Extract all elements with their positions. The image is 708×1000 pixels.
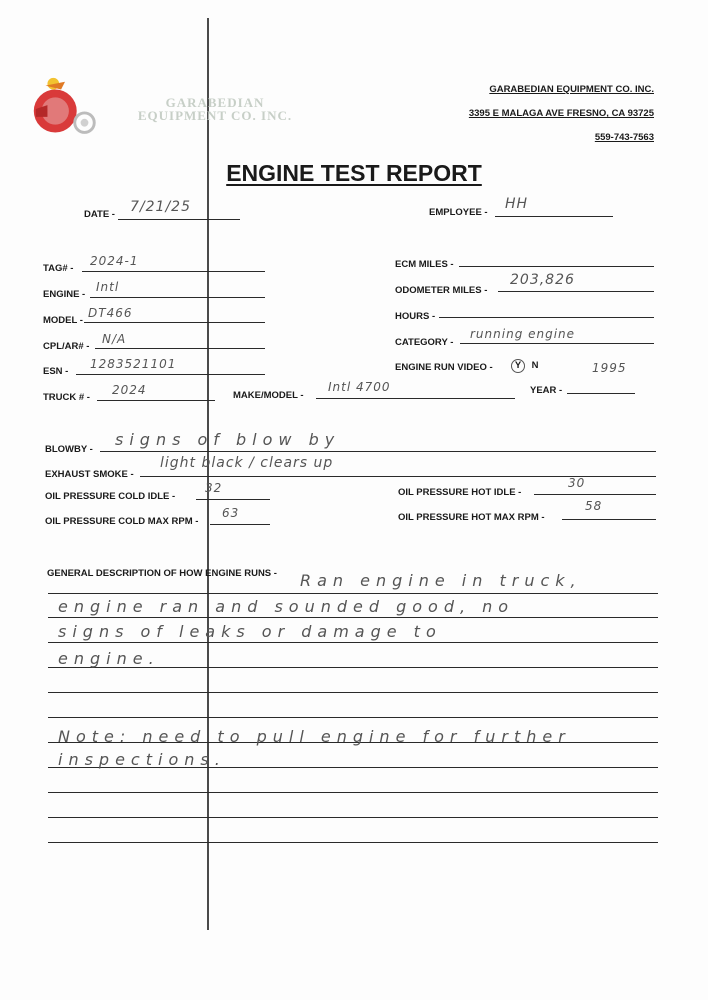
run-video-label: ENGINE RUN VIDEO - — [395, 362, 493, 373]
category-value[interactable]: running engine — [470, 327, 576, 341]
description-line — [48, 617, 658, 618]
esn-label: ESN - — [43, 366, 69, 377]
employee-value[interactable]: HH — [505, 196, 529, 212]
general-description-label: GENERAL DESCRIPTION OF HOW ENGINE RUNS - — [47, 568, 277, 579]
blowby-line — [100, 451, 656, 452]
odometer-line — [498, 291, 654, 292]
report-title-wrap — [0, 160, 708, 187]
description-text[interactable]: engine. — [58, 649, 160, 668]
exhaust-value[interactable]: light black / clears up — [160, 455, 334, 471]
tag-value[interactable]: 2024-1 — [90, 254, 139, 268]
company-address: 3395 E MALAGA AVE FRESNO, CA 93725 — [468, 108, 654, 119]
oil-hot-idle-value[interactable]: 30 — [568, 476, 586, 490]
truck-value[interactable]: 2024 — [112, 383, 147, 397]
odometer-label: ODOMETER MILES - — [395, 285, 488, 296]
description-line — [48, 593, 658, 594]
description-line — [48, 717, 658, 718]
exhaust-label: EXHAUST SMOKE - — [45, 469, 134, 480]
year-label: YEAR - — [530, 385, 563, 396]
cpl-value[interactable]: N/A — [102, 332, 127, 346]
description-line — [48, 792, 658, 793]
company-phone: 559-743-7563 — [594, 132, 654, 143]
category-line — [460, 343, 654, 344]
run-video-options — [511, 359, 539, 373]
description-text[interactable]: Ran engine in truck, — [300, 571, 582, 590]
description-line — [48, 692, 658, 693]
description-text[interactable]: engine ran and sounded good, no — [58, 597, 515, 616]
fold-crease — [207, 18, 209, 930]
employee-line — [495, 216, 613, 217]
engine-value[interactable]: Intl — [96, 280, 120, 294]
esn-value[interactable]: 1283521101 — [90, 357, 177, 371]
oil-cold-idle-label: OIL PRESSURE COLD IDLE - — [45, 491, 176, 502]
oil-cold-max-label: OIL PRESSURE COLD MAX RPM - — [45, 516, 199, 527]
date-line — [118, 219, 240, 220]
employee-label: EMPLOYEE - — [429, 207, 488, 218]
oil-cold-max-value[interactable]: 63 — [222, 506, 240, 520]
year-line — [567, 393, 635, 394]
truck-line — [97, 400, 215, 401]
tag-label: TAG# - — [43, 263, 74, 274]
company-info — [469, 84, 654, 156]
make-model-line — [316, 398, 515, 399]
oil-hot-idle-line — [534, 494, 656, 495]
engine-line — [90, 297, 265, 298]
esn-line — [76, 374, 265, 375]
ecm-miles-line — [459, 266, 654, 267]
engine-label: ENGINE - — [43, 289, 86, 300]
oil-cold-max-line — [210, 524, 270, 525]
description-line — [48, 842, 658, 843]
oil-hot-max-label: OIL PRESSURE HOT MAX RPM - — [398, 512, 545, 523]
model-line — [84, 322, 265, 323]
description-text[interactable]: inspections. — [58, 750, 226, 769]
run-video-no-option[interactable]: N — [531, 360, 539, 371]
cpl-line — [95, 348, 265, 349]
oil-hot-idle-label: OIL PRESSURE HOT IDLE - — [398, 487, 522, 498]
hours-label: HOURS - — [395, 311, 436, 322]
hours-line — [439, 317, 654, 318]
cpl-label: CPL/AR# - — [43, 341, 90, 352]
odometer-value[interactable]: 203,826 — [510, 272, 575, 288]
description-line — [48, 642, 658, 643]
description-text[interactable]: signs of leaks or damage to — [58, 622, 442, 641]
run-video-yes-option[interactable]: Y — [511, 359, 525, 373]
company-logo-icon — [26, 72, 104, 150]
model-label: MODEL - — [43, 315, 83, 326]
company-name: GARABEDIAN EQUIPMENT CO. INC. — [489, 84, 654, 95]
date-label: DATE - — [84, 209, 115, 220]
oil-cold-idle-line — [196, 499, 270, 500]
oil-cold-idle-value[interactable]: 32 — [205, 481, 223, 495]
description-line — [48, 817, 658, 818]
blowby-label: BLOWBY - — [45, 444, 93, 455]
oil-hot-max-value[interactable]: 58 — [585, 499, 603, 513]
make-model-value[interactable]: Intl 4700 — [328, 380, 391, 394]
model-value[interactable]: DT466 — [88, 306, 133, 320]
description-text[interactable]: Note: need to pull engine for further — [58, 727, 571, 746]
watermark-text: GARABEDIAN EQUIPMENT CO. INC. — [137, 95, 293, 123]
report-title: ENGINE TEST REPORT — [226, 160, 482, 186]
oil-hot-max-line — [562, 519, 656, 520]
category-label: CATEGORY - — [395, 337, 454, 348]
year-value[interactable]: 1995 — [592, 361, 627, 375]
date-value[interactable]: 7/21/25 — [130, 199, 191, 215]
tag-line — [82, 271, 265, 272]
blowby-value[interactable]: signs of blow by — [115, 430, 341, 449]
make-model-label: MAKE/MODEL - — [233, 390, 304, 401]
ecm-miles-label: ECM MILES - — [395, 259, 454, 270]
truck-label: TRUCK # - — [43, 392, 90, 403]
